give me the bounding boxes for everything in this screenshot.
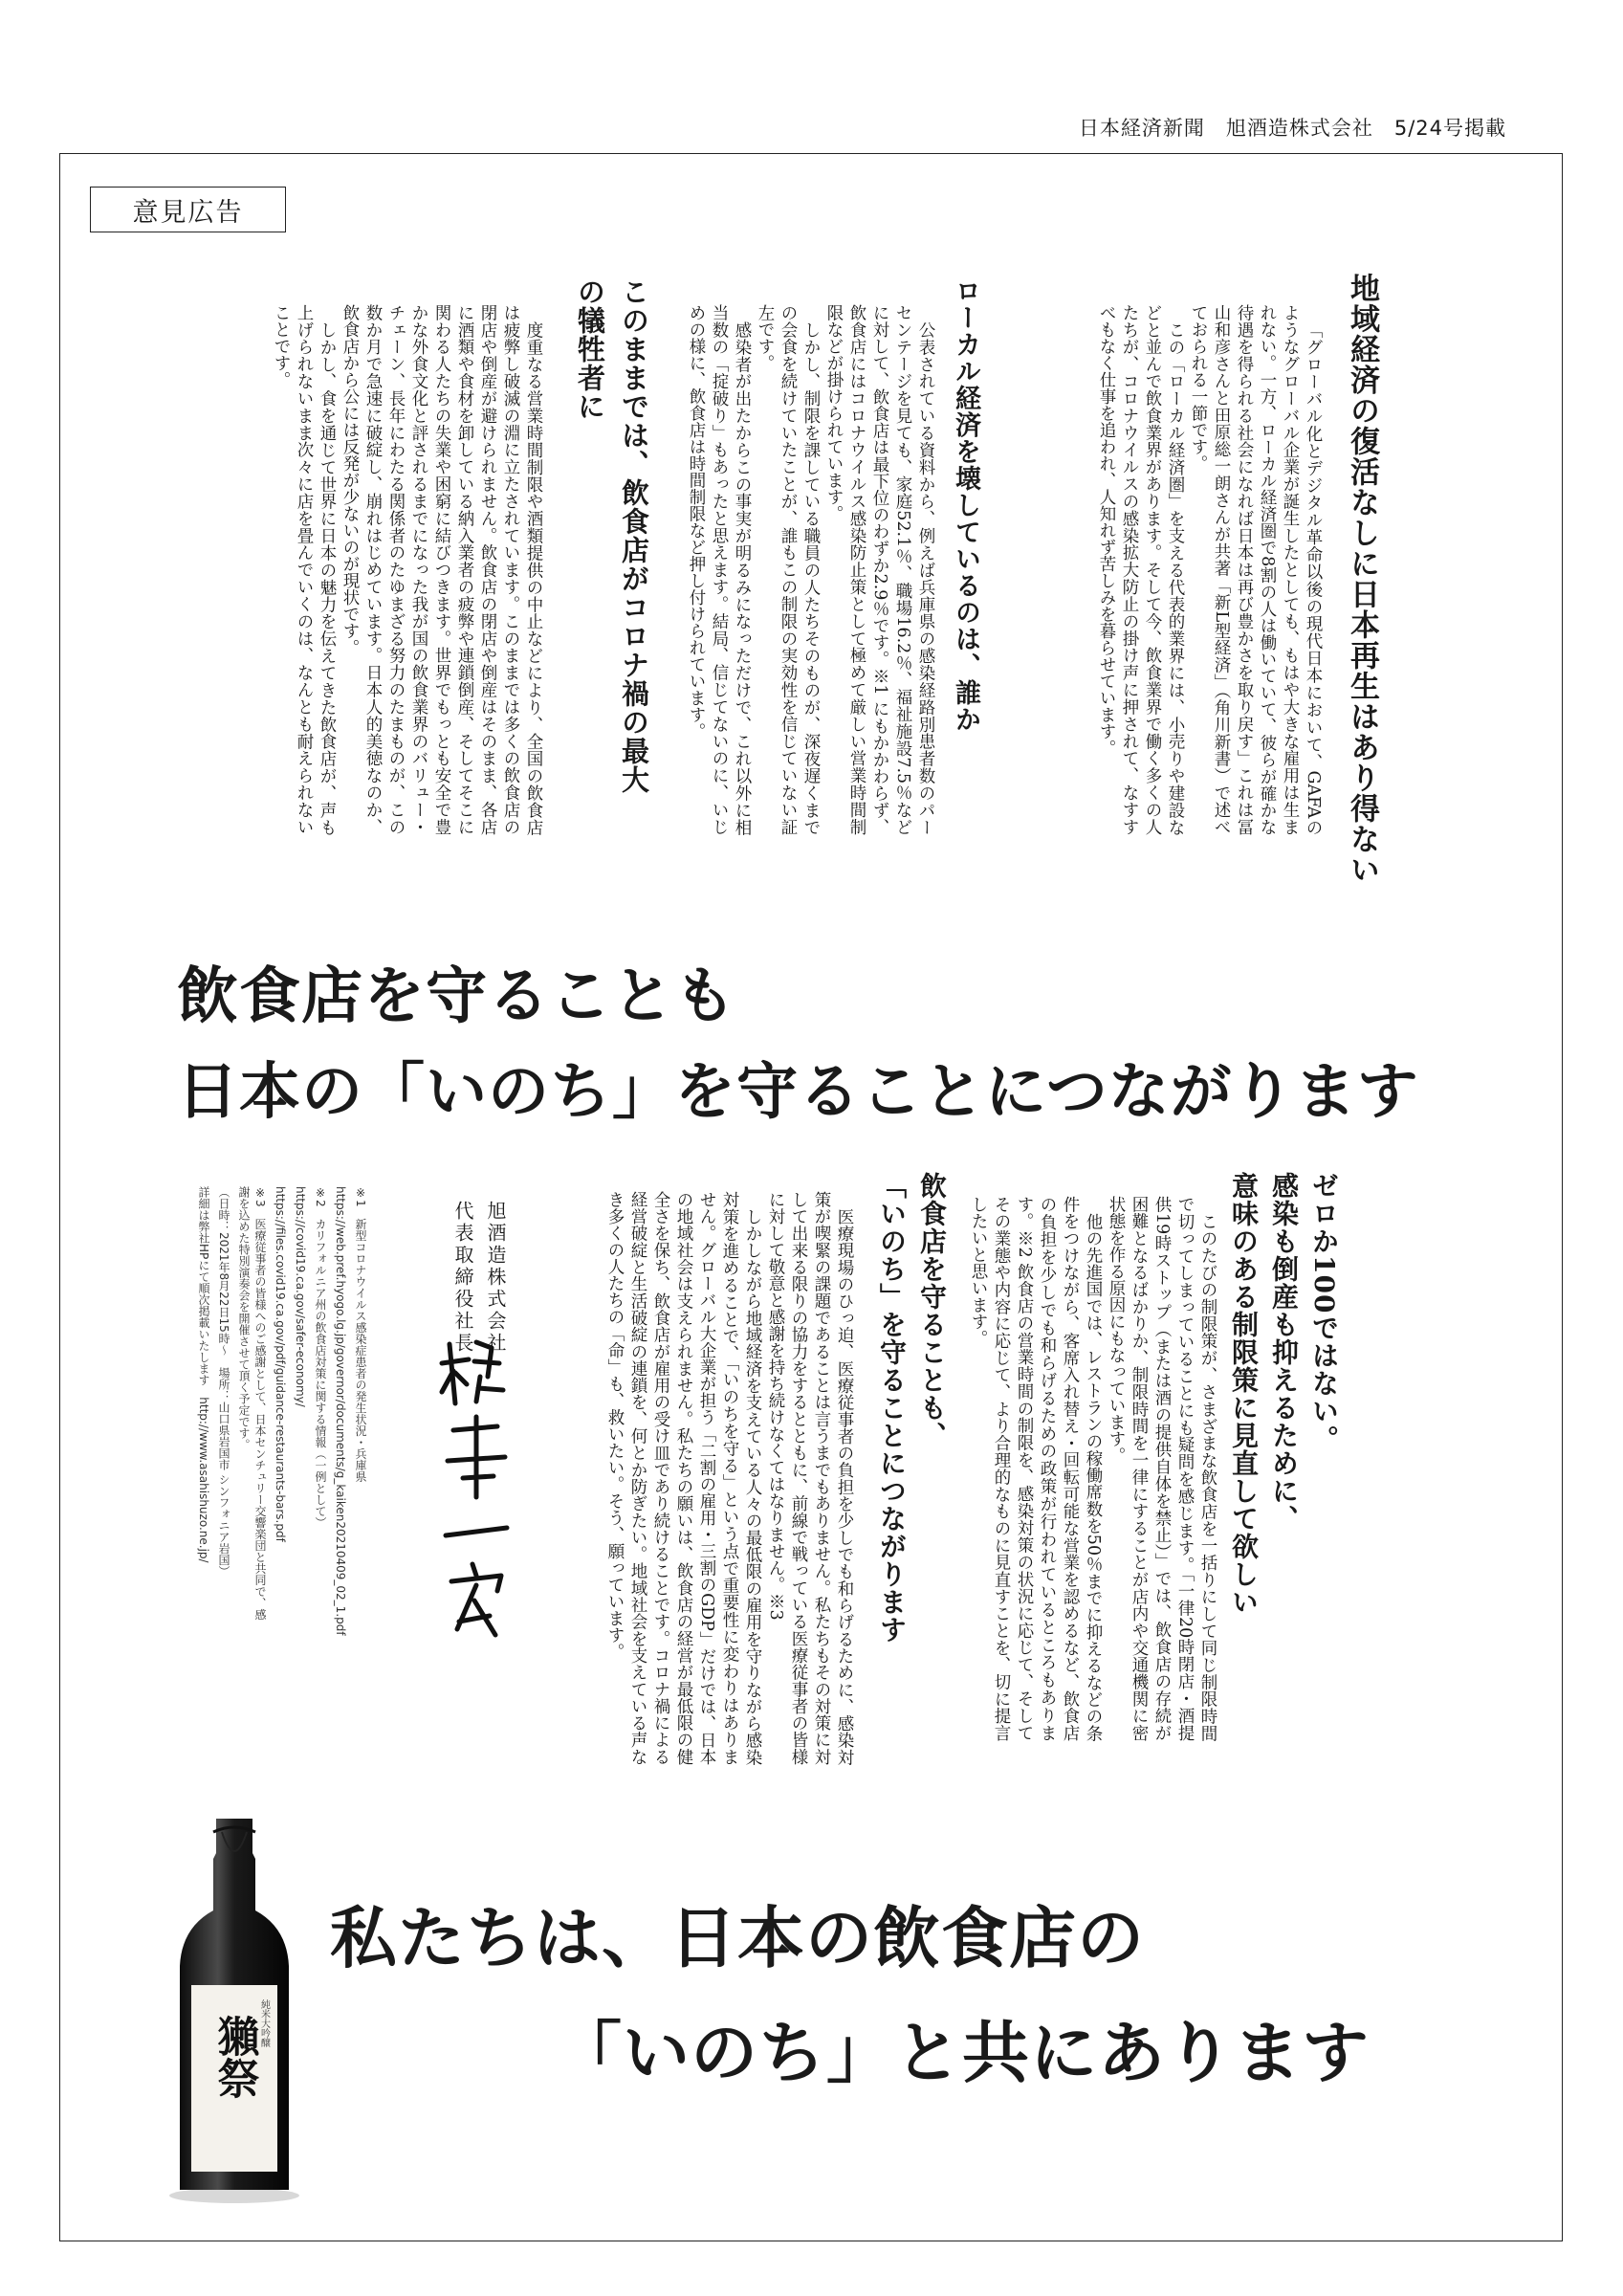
section4-heading [1224, 1172, 1344, 1669]
section2-paragraph: 公表されている資料から、例えば兵庫県の感染経路別患者数のパーセンテージを見ても、家庭52.1％、職場16.2％、福祉施設7.5％などに対して、飲食店は最下位のわずか2.9％です。※1 にもかかわらず、飲食店にはコロナウイルス感染防止策として極めて厳しい営業時間制限などが掛けられています。 [824, 304, 935, 835]
section3-body [215, 304, 545, 835]
section3-paragraph: 度重なる営業時間制限や酒類提供の中止などにより、全国の飲食店は疲弊し破滅の淵に立たされています。このままでは多くの飲食店の閉店や倒産が避けられません。飲食店の閉店や倒産はそのまま、各店に酒類や食材を卸している納入業者の疲弊や連鎖倒産、そしてそこに関わる人たちの失業や困窮に結びつきます。世界でもっとも安全で豊かな外食文化と評されるまでになった我が国の飲食業界のバリュー・チェーン、長年にわたる関係者のたゆまざる努力のたまものが、この数か月で急速に破綻し、崩れはじめています。日本人的美徳なのか、飲食店から公には反発が少ないのが現状です。 [340, 304, 543, 835]
section5-paragraph: 医療現場のひっ迫、医療従事者の負担を少しでも和らげるために、感染対策が喫緊の課題であることは言うまでもありません。私たちもその対策に対して出来る限りの協力をするとともに、前線で戦っている医療従事者の皆様に対して敬意と感謝を持ち続けなくてはなりません。※3 [766, 1191, 854, 1765]
section3-heading: このままでは、飲食店がコロナ禍の最大の犠牲者に [574, 277, 650, 794]
footnote: ※1 新型コロナウイルス感染症患者の発生状況・兵庫県 [354, 1186, 367, 1483]
footnote: ※3 医療従事者の皆様へのご感謝として、日本センチュリー交響楽団と共同で、感謝を込めた特別演奏会を開催させて頂く予定です。 [237, 1186, 267, 1621]
footnotes [172, 1186, 368, 1636]
section5-heading-line: 飲食店を守ることも、 [916, 1172, 948, 1449]
section2-heading: ローカル経済を壊しているのは、誰か [951, 277, 980, 733]
section1-body [1038, 304, 1325, 835]
section5-paragraph: しかしながら地域経済を支えている人々の最低限の雇用を守りながら感染対策を進めることで、「いのちを守る」という点で重要性に変わりはありません。グローバル大企業が担う「二割の雇用・三割のGDP」だけでは、日本の地域社会は支えられません。私たちの願いは、飲食店の経営が最低限の健全さを保ち、飲食店が雇用の受け皿であり続けることです。コロナ禍による経営破綻と生活破綻の連鎖を、何とか防ぎたい。地域社会を支えている声なき多くの人たちの「命」も、救いたい。そう、願っています。 [605, 1191, 762, 1766]
headline2-line2: 「いのち」と共にあります [555, 2013, 1370, 2092]
section2-body [674, 304, 937, 835]
section5-body [559, 1191, 856, 1765]
section5-heading [866, 1172, 952, 1689]
footnote: ※2 カリフォルニア州の飲食店対策に関する情報（一例として） [314, 1186, 327, 1529]
footnote-url: https://web.pref.hyogo.lg.jp/governor/documents/g_kaiken20210409_02_1.pdf [334, 1186, 347, 1636]
section5-heading-line: 「いのち」を守ることにつながります [876, 1172, 908, 1644]
section4-paragraph: 他の先進国では、レストランの稼働席数を50％までに抑えるなどの条件をつけながら、客席入れ替え・回転可能な営業を認めるなど、飲食店の負担を少しでも和らげるための政策が行われているところもあります。※2 飲食店の営業時間の制限を、感染対策の状況に応じて、そしてその業態や内容に応じて、より合理的なものに見直すことを、切に提言したいと思います。 [969, 1196, 1103, 1741]
bottle-label: 獺祭 [209, 2015, 259, 2099]
section3-paragraph: しかし、食を通じて世界に日本の魅力を伝えてきた飲食店が、声も上げられないまま次々に店を畳んでいくのは、なんとも耐えられないことです。 [272, 304, 337, 835]
section1-paragraph: 「グローバル化とデジタル革命以後の現代日本において、GAFAのようなグローバル企業が誕生したとしても、もはや大きな雇用は生まれない。一方、ローカル経済圏で8割の人は働いていて、彼らが確かな待遇を得られる社会になれば日本は再び豊かさを取り戻す」これは冨山和彦さんと田原総一朗さんが共著「新L型経済」（角川新書）で述べておられる一節です。 [1189, 304, 1323, 835]
bottle-side-text: 純米大吟醸 [258, 1999, 270, 2047]
ceo-title: 代表取締役社長 [451, 1201, 474, 1355]
section4-heading-line: 感染も倒産も抑えるために、 [1268, 1172, 1300, 1533]
headline2-line1: 私たちは、日本の飲食店の [330, 1898, 1145, 1977]
section4-heading-line: ゼロか100ではない。 [1308, 1172, 1340, 1453]
section2-paragraph: 感染者が出たからこの事実が明るみになっただけで、これ以外に相当数の「掟破り」もあったと思えます。結局、信じてないのに、いじめの様に、飲食店は時間制限など押し付けられています。 [687, 304, 752, 835]
footnote-url: https://covid19.ca.gov/safer-economy/ [294, 1186, 307, 1407]
footnote: （日時：2021年8月22日15時～ 場所：山口県岩国市 シンフォニア岩国） [217, 1186, 230, 1578]
company-name: 旭酒造株式会社 [484, 1201, 507, 1355]
headline1-line1: 飲食店を守ることも [177, 960, 736, 1032]
masthead: 日本経済新聞 旭酒造株式会社 5/24号掲載 [1078, 117, 1506, 140]
handwritten-signature [438, 1335, 515, 1660]
section2-paragraph: しかし、制限を課している職員の人たちそのものが、深夜遅くまでの会食を続けていたことが、誰もこの制限の実効性を信じていない証左です。 [756, 304, 821, 835]
dassai-bottle-image [163, 1803, 306, 2205]
section1-heading: 地域経済の復活なしに日本再生はあり得ない [1345, 273, 1379, 885]
headline1-line2: 日本の「いのち」を守ることにつながります [177, 1056, 1419, 1128]
footnote-url: https://files.covid19.ca.gov/pdf/guidance-restaurants-bars.pdf [274, 1186, 287, 1542]
section4-body [969, 1196, 1219, 1741]
section4-paragraph: このたびの制限策が、さまざまな飲食店を一括りにして同じ制限時間で切ってしまっていることにも疑問を感じます。「一律20時閉店・酒提供19時ストップ（または酒の提供自体を禁止）」では、飲食店の存続が困難となるばかりか、制限時間を一律にすることが店内や交通機関に密状態を作る原因にもなっています。 [1107, 1196, 1217, 1741]
opinion-ad-tag: 意見広告 [90, 187, 286, 232]
section4-heading-line: 意味のある制限策に見直して欲しい [1228, 1172, 1260, 1616]
section1-paragraph: この「ローカル経済圏」を支える代表的業界には、小売りや建設などと並んで飲食業界があります。そして今、飲食業界で働く多くの人たちが、コロナウイルスの感染拡大防止の掛け声に押されて、なすすべもなく仕事を追われ、人知れず苦しみを暮らせています。 [1097, 304, 1185, 835]
footnote: 詳細は弊社HPにて順次掲載いたします http://www.asahishuzo.ne.jp/ [197, 1186, 210, 1563]
